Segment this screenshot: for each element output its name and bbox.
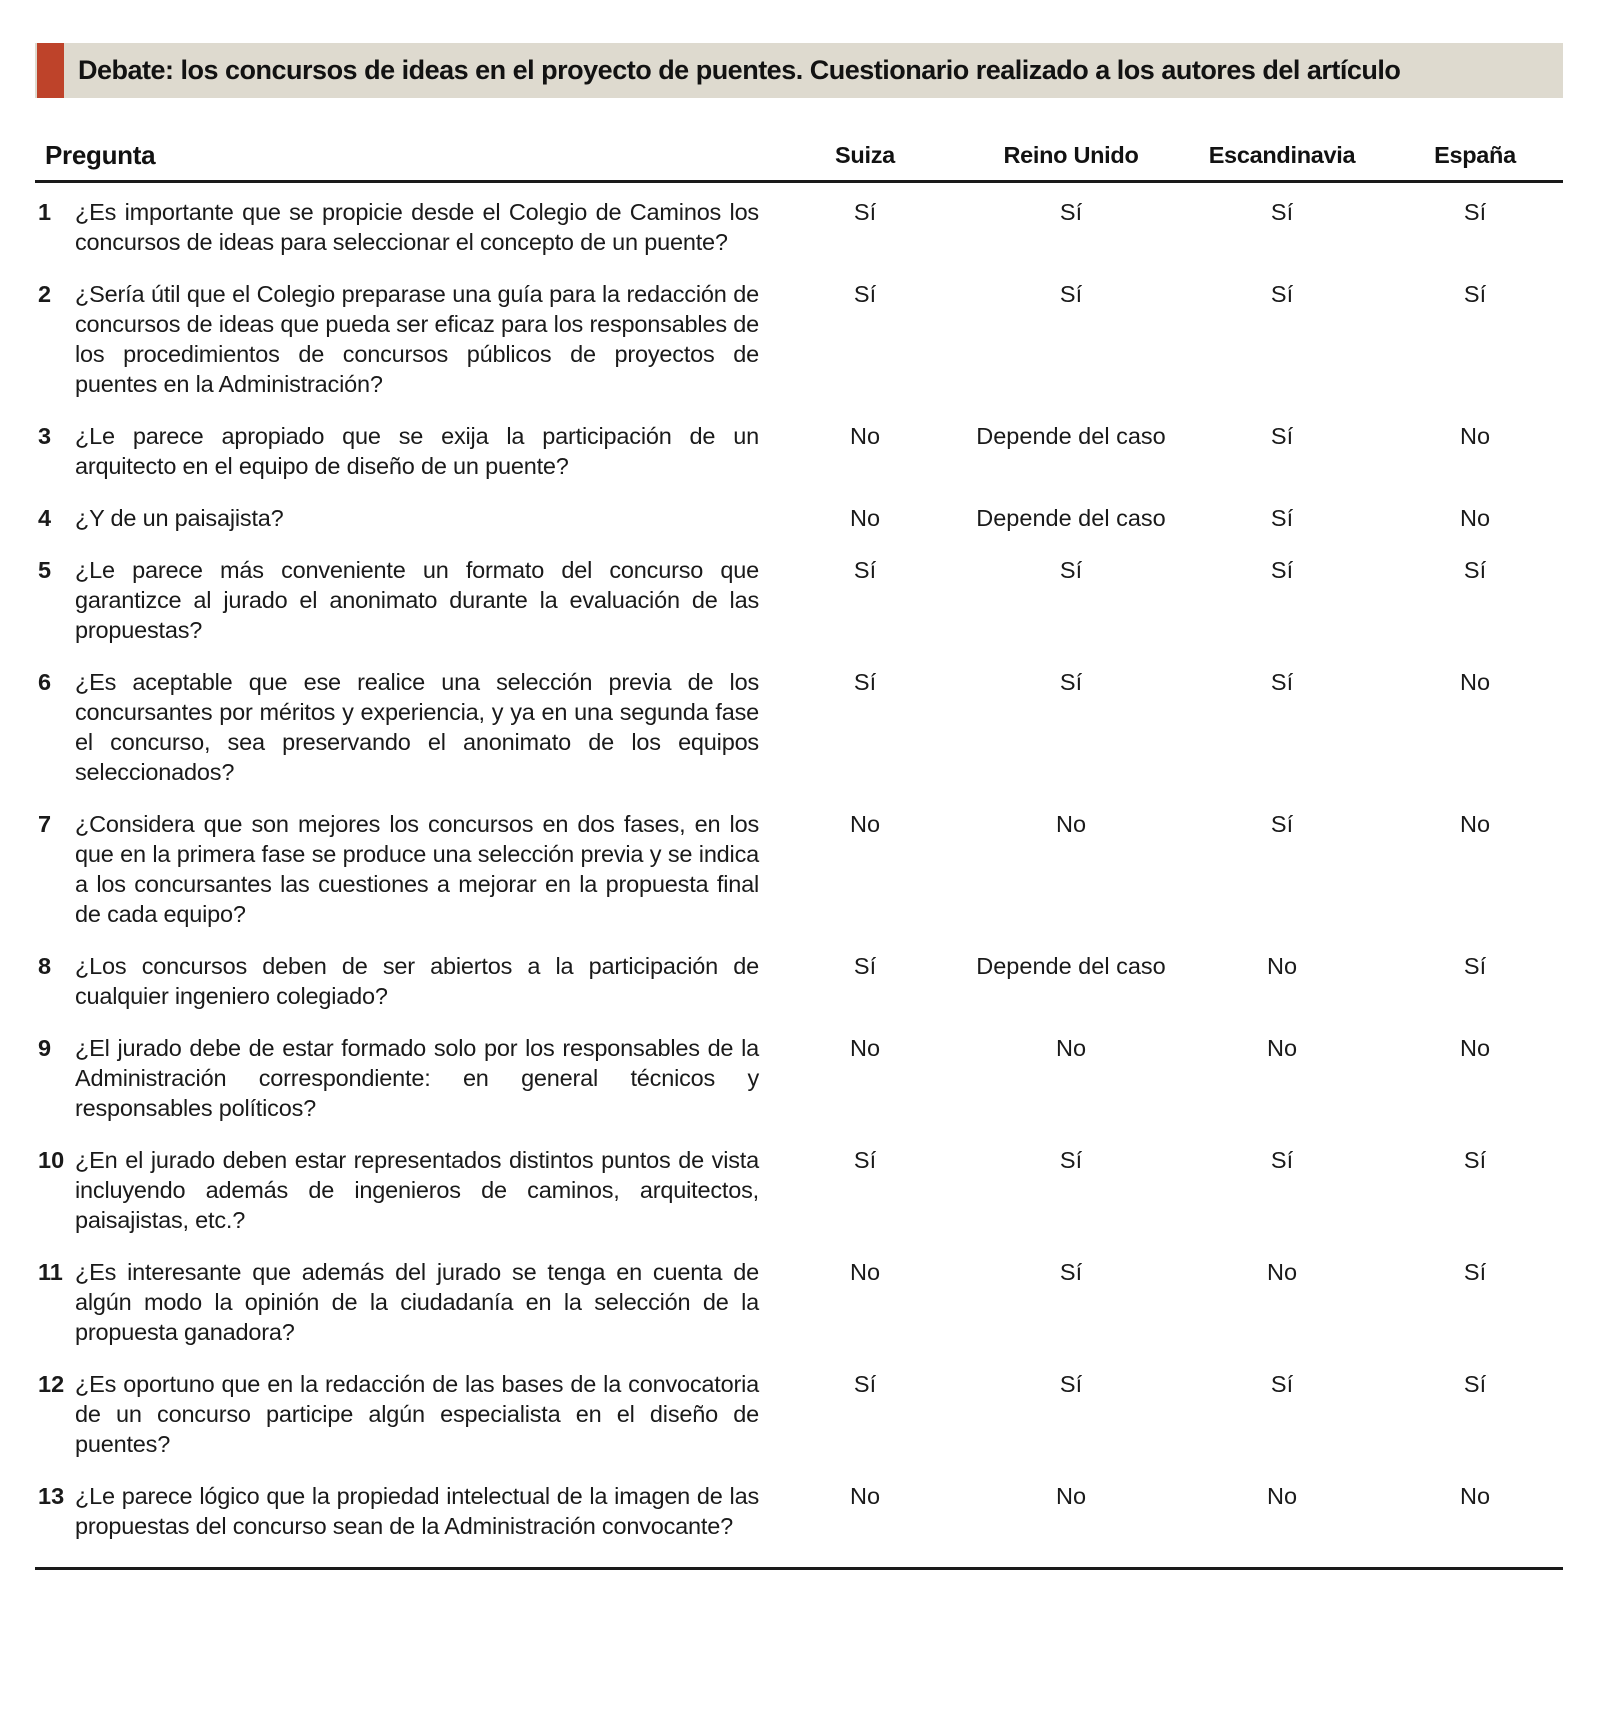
question-number: 4: [38, 505, 52, 531]
question-number: 9: [38, 1035, 52, 1061]
answer-reino-unido: Sí: [1059, 1371, 1083, 1397]
answer-escandinavia: Sí: [1270, 669, 1294, 695]
answer-escandinavia: No: [1266, 953, 1298, 979]
title-accent-block: [37, 43, 64, 98]
answer-reino-unido: No: [1055, 811, 1087, 837]
answer-escandinavia: No: [1266, 1483, 1298, 1509]
answer-escandinavia: Sí: [1270, 557, 1294, 583]
answer-reino-unido: Depende del caso: [976, 423, 1166, 449]
answer-suiza: No: [849, 505, 881, 531]
answer-escandinavia: No: [1266, 1035, 1298, 1061]
question-text: ¿Y de un paisajista?: [75, 505, 284, 531]
answer-reino-unido: Sí: [1059, 557, 1083, 583]
question-number: 11: [38, 1259, 63, 1285]
answer-reino-unido: Sí: [1059, 1147, 1083, 1173]
answer-escandinavia: Sí: [1270, 505, 1294, 531]
column-header-escandinavia: Escandinavia: [1208, 142, 1356, 168]
table-row: [35, 667, 1563, 787]
answer-reino-unido: No: [1055, 1483, 1087, 1509]
answer-suiza: No: [849, 1483, 881, 1509]
question-text: ¿Los concursos deben de ser abiertos a la participación de cualquier ingeniero colegiado?: [75, 953, 759, 1009]
answer-espana: No: [1459, 423, 1491, 449]
answer-suiza: No: [849, 1035, 881, 1061]
answer-escandinavia: Sí: [1270, 1147, 1294, 1173]
table-row: [35, 1369, 1563, 1459]
question-number: 13: [38, 1483, 65, 1509]
question-text: ¿El jurado debe de estar formado solo por los responsables de la Administración correspondiente: en general técnicos y responsables políticos?: [75, 1035, 759, 1121]
question-number: 7: [38, 811, 52, 837]
answer-espana: Sí: [1463, 1259, 1487, 1285]
question-number: 1: [38, 199, 52, 225]
answer-reino-unido: Sí: [1059, 199, 1083, 225]
table-row: [35, 1033, 1563, 1123]
answer-suiza: No: [849, 423, 881, 449]
question-text: ¿Le parece apropiado que se exija la participación de un arquitecto en el equipo de diseño de un puente?: [75, 423, 759, 479]
answer-reino-unido: Sí: [1059, 1259, 1083, 1285]
header-rule: [35, 180, 1563, 183]
question-text: ¿Le parece lógico que la propiedad intelectual de la imagen de las propuestas del concurso sean de la Administración convocante?: [75, 1483, 759, 1539]
question-text: ¿Considera que son mejores los concursos en dos fases, en los que en la primera fase se produce una selección previa y se indica a los concursantes las cuestiones a mejorar en la propuesta final de cada equipo?: [75, 811, 759, 927]
answer-suiza: Sí: [853, 557, 877, 583]
question-number: 5: [38, 557, 52, 583]
answer-suiza: Sí: [853, 1371, 877, 1397]
table-row: [35, 1257, 1563, 1347]
table-row: [35, 279, 1563, 399]
answer-escandinavia: Sí: [1270, 199, 1294, 225]
question-number: 3: [38, 423, 52, 449]
question-text: ¿Es interesante que además del jurado se tenga en cuenta de algún modo la opinión de la ciudadanía en la selección de la propuesta ganadora?: [75, 1259, 759, 1345]
answer-escandinavia: Sí: [1270, 1371, 1294, 1397]
question-text: ¿En el jurado deben estar representados distintos puntos de vista incluyendo además de ingenieros de caminos, arquitectos, paisajistas, etc.?: [75, 1147, 759, 1233]
answer-espana: Sí: [1463, 953, 1487, 979]
question-number: 12: [38, 1371, 65, 1397]
answer-escandinavia: Sí: [1270, 281, 1294, 307]
answer-suiza: No: [849, 1259, 881, 1285]
question-number: 6: [38, 669, 52, 695]
answer-espana: No: [1459, 1483, 1491, 1509]
answer-suiza: Sí: [853, 1147, 877, 1173]
answer-escandinavia: Sí: [1270, 423, 1294, 449]
column-header-reino-unido: Reino Unido: [1003, 142, 1139, 168]
answer-espana: No: [1459, 669, 1491, 695]
answer-espana: Sí: [1463, 1371, 1487, 1397]
table-row: [35, 421, 1563, 481]
answer-espana: Sí: [1463, 1147, 1487, 1173]
answer-reino-unido: No: [1055, 1035, 1087, 1061]
question-number: 2: [38, 281, 52, 307]
table-row: [35, 1145, 1563, 1235]
answer-espana: No: [1459, 811, 1491, 837]
question-number: 8: [38, 953, 52, 979]
question-number: 10: [38, 1147, 65, 1173]
question-text: ¿Sería útil que el Colegio preparase una guía para la redacción de concursos de ideas que pueda ser eficaz para los responsables de los procedimientos de concursos públicos de proyectos de puentes en la Administración?: [75, 281, 759, 397]
table-title-bar: [35, 43, 1563, 98]
table-row: [35, 809, 1563, 929]
answer-suiza: Sí: [853, 281, 877, 307]
question-text: ¿Es importante que se propicie desde el Colegio de Caminos los concursos de ideas para seleccionar el concepto de un puente?: [75, 199, 759, 255]
table-row: [35, 1481, 1563, 1541]
answer-suiza: Sí: [853, 199, 877, 225]
column-header-suiza: Suiza: [835, 142, 895, 168]
column-header-espana: España: [1434, 142, 1516, 168]
answer-reino-unido: Sí: [1059, 669, 1083, 695]
answer-reino-unido: Depende del caso: [976, 505, 1166, 531]
answer-escandinavia: Sí: [1270, 811, 1294, 837]
answer-espana: No: [1459, 1035, 1491, 1061]
column-header-pregunta: Pregunta: [45, 140, 156, 170]
questionnaire-table: [35, 140, 1563, 1570]
answer-espana: Sí: [1463, 199, 1487, 225]
answer-espana: No: [1459, 505, 1491, 531]
bottom-rule: [35, 1567, 1563, 1570]
answer-reino-unido: Sí: [1059, 281, 1083, 307]
answer-suiza: Sí: [853, 953, 877, 979]
table-row: [35, 503, 1563, 533]
question-text: ¿Es oportuno que en la redacción de las bases de la convocatoria de un concurso participe algún especialista en el diseño de puentes?: [75, 1371, 759, 1457]
answer-escandinavia: No: [1266, 1259, 1298, 1285]
answer-reino-unido: Depende del caso: [976, 953, 1166, 979]
answer-espana: Sí: [1463, 557, 1487, 583]
table-title: Debate: los concursos de ideas en el proyecto de puentes. Cuestionario realizado a los autores del artículo: [78, 55, 1401, 85]
table-body: [35, 197, 1563, 1541]
table-header-row: [35, 140, 1563, 171]
question-text: ¿Le parece más conveniente un formato del concurso que garantizce al jurado el anonimato durante la evaluación de las propuestas?: [75, 557, 759, 643]
answer-espana: Sí: [1463, 281, 1487, 307]
table-row: [35, 197, 1563, 257]
table-row: [35, 951, 1563, 1011]
table-row: [35, 555, 1563, 645]
answer-suiza: Sí: [853, 669, 877, 695]
answer-suiza: No: [849, 811, 881, 837]
question-text: ¿Es aceptable que ese realice una selección previa de los concursantes por méritos y experiencia, y ya en una segunda fase el concurso, sea preservando el anonimato de los equipos seleccionados?: [75, 669, 759, 785]
